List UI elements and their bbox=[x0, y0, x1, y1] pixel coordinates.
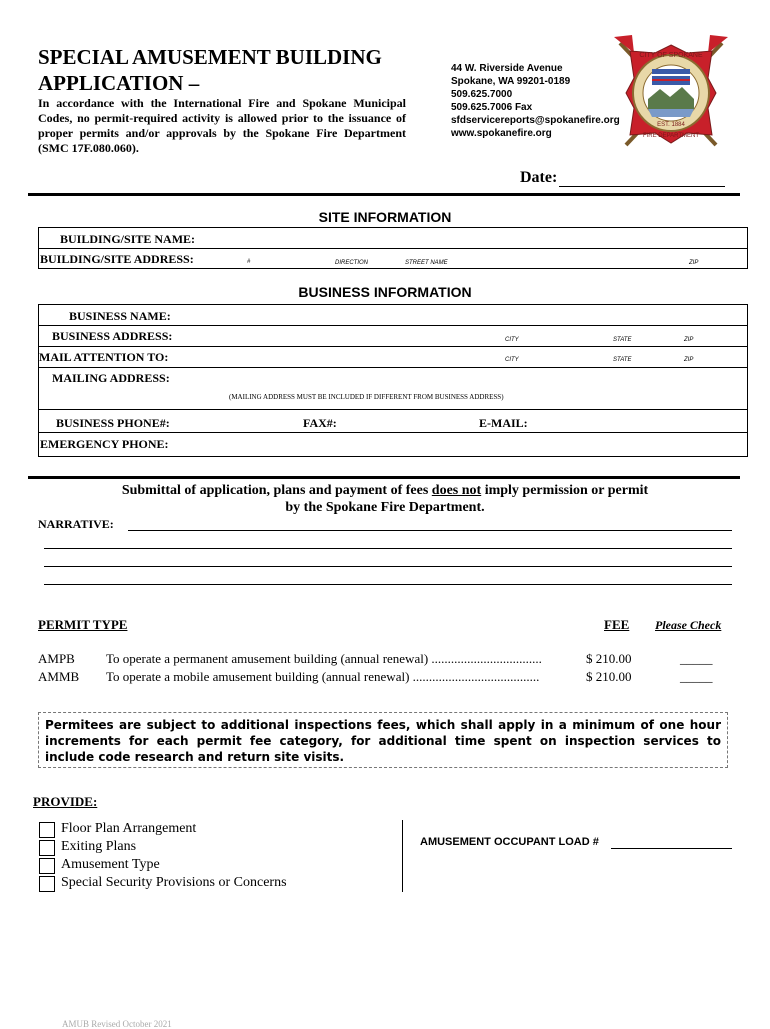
submittal-text-post: imply permission or permit bbox=[481, 483, 649, 498]
business-phone-label: BUSINESS PHONE#: bbox=[56, 416, 170, 430]
amusement-type-label: Amusement Type bbox=[61, 857, 160, 872]
revision-footer: AMUB Revised October 2021 bbox=[62, 1019, 172, 1029]
date-row bbox=[520, 169, 725, 187]
hash-caption: # bbox=[247, 259, 251, 265]
inspection-fee-notice: Permitees are subject to additional inspections fees, which shall apply in a minimum of one hour increments for each permit fee category, for additional time spent on inspection services to include code research and return site visits. bbox=[38, 712, 728, 768]
permit-fee: $ 210.00 bbox=[586, 669, 632, 684]
divider-middle bbox=[28, 476, 740, 479]
submittal-statement bbox=[0, 482, 770, 516]
exiting-plans-label: Exiting Plans bbox=[61, 839, 137, 854]
form-title bbox=[38, 44, 398, 96]
address-line-1: 44 W. Riverside Avenue bbox=[451, 63, 563, 74]
permit-fee: $ 210.00 bbox=[586, 651, 632, 666]
date-field[interactable] bbox=[559, 170, 725, 187]
mailing-address-note: (MAILING ADDRESS MUST BE INCLUDED IF DIFFERENT FROM BUSINESS ADDRESS) bbox=[229, 393, 504, 401]
mail-attention-label: MAIL ATTENTION TO: bbox=[39, 350, 169, 364]
submittal-text-pre: Submittal of application, plans and payment of fees bbox=[121, 483, 432, 498]
logo-top-text: CITY OF SPOKANE bbox=[639, 52, 703, 59]
permit-code: AMPB bbox=[38, 651, 75, 666]
mail-city-caption: CITY bbox=[505, 357, 519, 363]
contact-block bbox=[451, 62, 620, 140]
provide-divider bbox=[402, 820, 403, 892]
permit-code: AMMB bbox=[38, 669, 80, 684]
divider-top bbox=[28, 193, 740, 196]
mail-state-caption: STATE bbox=[613, 357, 632, 363]
business-zip-caption: ZIP bbox=[684, 337, 694, 343]
building-site-name-label: BUILDING/SITE NAME: bbox=[60, 232, 196, 246]
occupant-load-label: AMUSEMENT OCCUPANT LOAD # bbox=[420, 836, 599, 848]
submittal-line-2: by the Spokane Fire Department. bbox=[285, 500, 485, 515]
business-info-box bbox=[38, 304, 748, 457]
occupant-load-row bbox=[420, 836, 599, 848]
narrative-line-4[interactable] bbox=[44, 584, 732, 585]
fax-label: FAX#: bbox=[303, 416, 337, 430]
email-link[interactable]: sfdservicereports@spokanefire.org bbox=[451, 115, 620, 126]
narrative-line-3[interactable] bbox=[44, 566, 732, 567]
title-line-1: SPECIAL AMUSEMENT BUILDING bbox=[38, 45, 382, 69]
business-city-caption: CITY bbox=[505, 337, 519, 343]
security-provisions-label: Special Security Provisions or Concerns bbox=[61, 875, 287, 890]
logo-est-text: EST. 1884 bbox=[657, 122, 685, 128]
mailing-address-label: MAILING ADDRESS: bbox=[52, 371, 170, 385]
narrative-line-1[interactable] bbox=[128, 530, 732, 531]
business-info-heading: BUSINESS INFORMATION bbox=[298, 284, 472, 300]
intro-paragraph: In accordance with the International Fire and Spokane Municipal Codes, no permit-required activity is allowed prior to the issuance of proper permits and/or approvals by the Spokane Fire Department (SMC 17F.080.060). bbox=[38, 96, 406, 155]
business-name-label: BUSINESS NAME: bbox=[69, 309, 171, 323]
floor-plan-label: Floor Plan Arrangement bbox=[61, 821, 197, 836]
permit-description: To operate a mobile amusement building (annual renewal) ....................................... bbox=[106, 669, 540, 684]
phone-number: 509.625.7000 bbox=[451, 89, 513, 100]
provide-heading: PROVIDE: bbox=[33, 794, 98, 809]
emergency-phone-label: EMERGENCY PHONE: bbox=[40, 437, 169, 451]
fax-number: 509.625.7006 Fax bbox=[451, 102, 533, 113]
narrative-label: NARRATIVE: bbox=[38, 517, 114, 531]
address-line-2: Spokane, WA 99201-0189 bbox=[451, 76, 571, 87]
site-info-box bbox=[38, 227, 748, 269]
website-link[interactable]: www.spokanefire.org bbox=[451, 128, 552, 139]
direction-caption: DIRECTION bbox=[335, 260, 368, 266]
permit-description: To operate a permanent amusement building (annual renewal) .................................. bbox=[106, 651, 542, 666]
fee-heading: FEE bbox=[604, 617, 630, 632]
checkbox-amusement-type[interactable] bbox=[39, 858, 55, 874]
permit-check-field[interactable]: _____ bbox=[680, 669, 713, 684]
checkbox-security-provisions[interactable] bbox=[39, 876, 55, 892]
checkbox-exiting-plans[interactable] bbox=[39, 840, 55, 856]
occupant-load-field[interactable] bbox=[611, 848, 732, 849]
business-address-label: BUSINESS ADDRESS: bbox=[52, 329, 173, 343]
permit-check-field[interactable]: _____ bbox=[680, 651, 713, 666]
date-label: Date: bbox=[520, 169, 558, 186]
permit-type-heading: PERMIT TYPE bbox=[38, 617, 128, 632]
please-check-heading: Please Check bbox=[655, 618, 722, 632]
zip-caption: ZIP bbox=[689, 260, 699, 266]
site-info-heading: SITE INFORMATION bbox=[318, 209, 452, 225]
spokane-fire-department-logo bbox=[612, 33, 730, 155]
checkbox-floor-plan[interactable] bbox=[39, 822, 55, 838]
title-line-2: APPLICATION – bbox=[38, 71, 200, 95]
email-label: E-MAIL: bbox=[479, 416, 528, 430]
logo-bottom-text: FIRE DEPARTMENT bbox=[642, 133, 700, 139]
business-state-caption: STATE bbox=[613, 337, 632, 343]
narrative-line-2[interactable] bbox=[44, 548, 732, 549]
submittal-text-underlined: does not bbox=[431, 483, 482, 498]
building-site-address-label: BUILDING/SITE ADDRESS: bbox=[40, 252, 194, 266]
mail-zip-caption: ZIP bbox=[684, 357, 694, 363]
street-name-caption: STREET NAME bbox=[405, 260, 448, 266]
